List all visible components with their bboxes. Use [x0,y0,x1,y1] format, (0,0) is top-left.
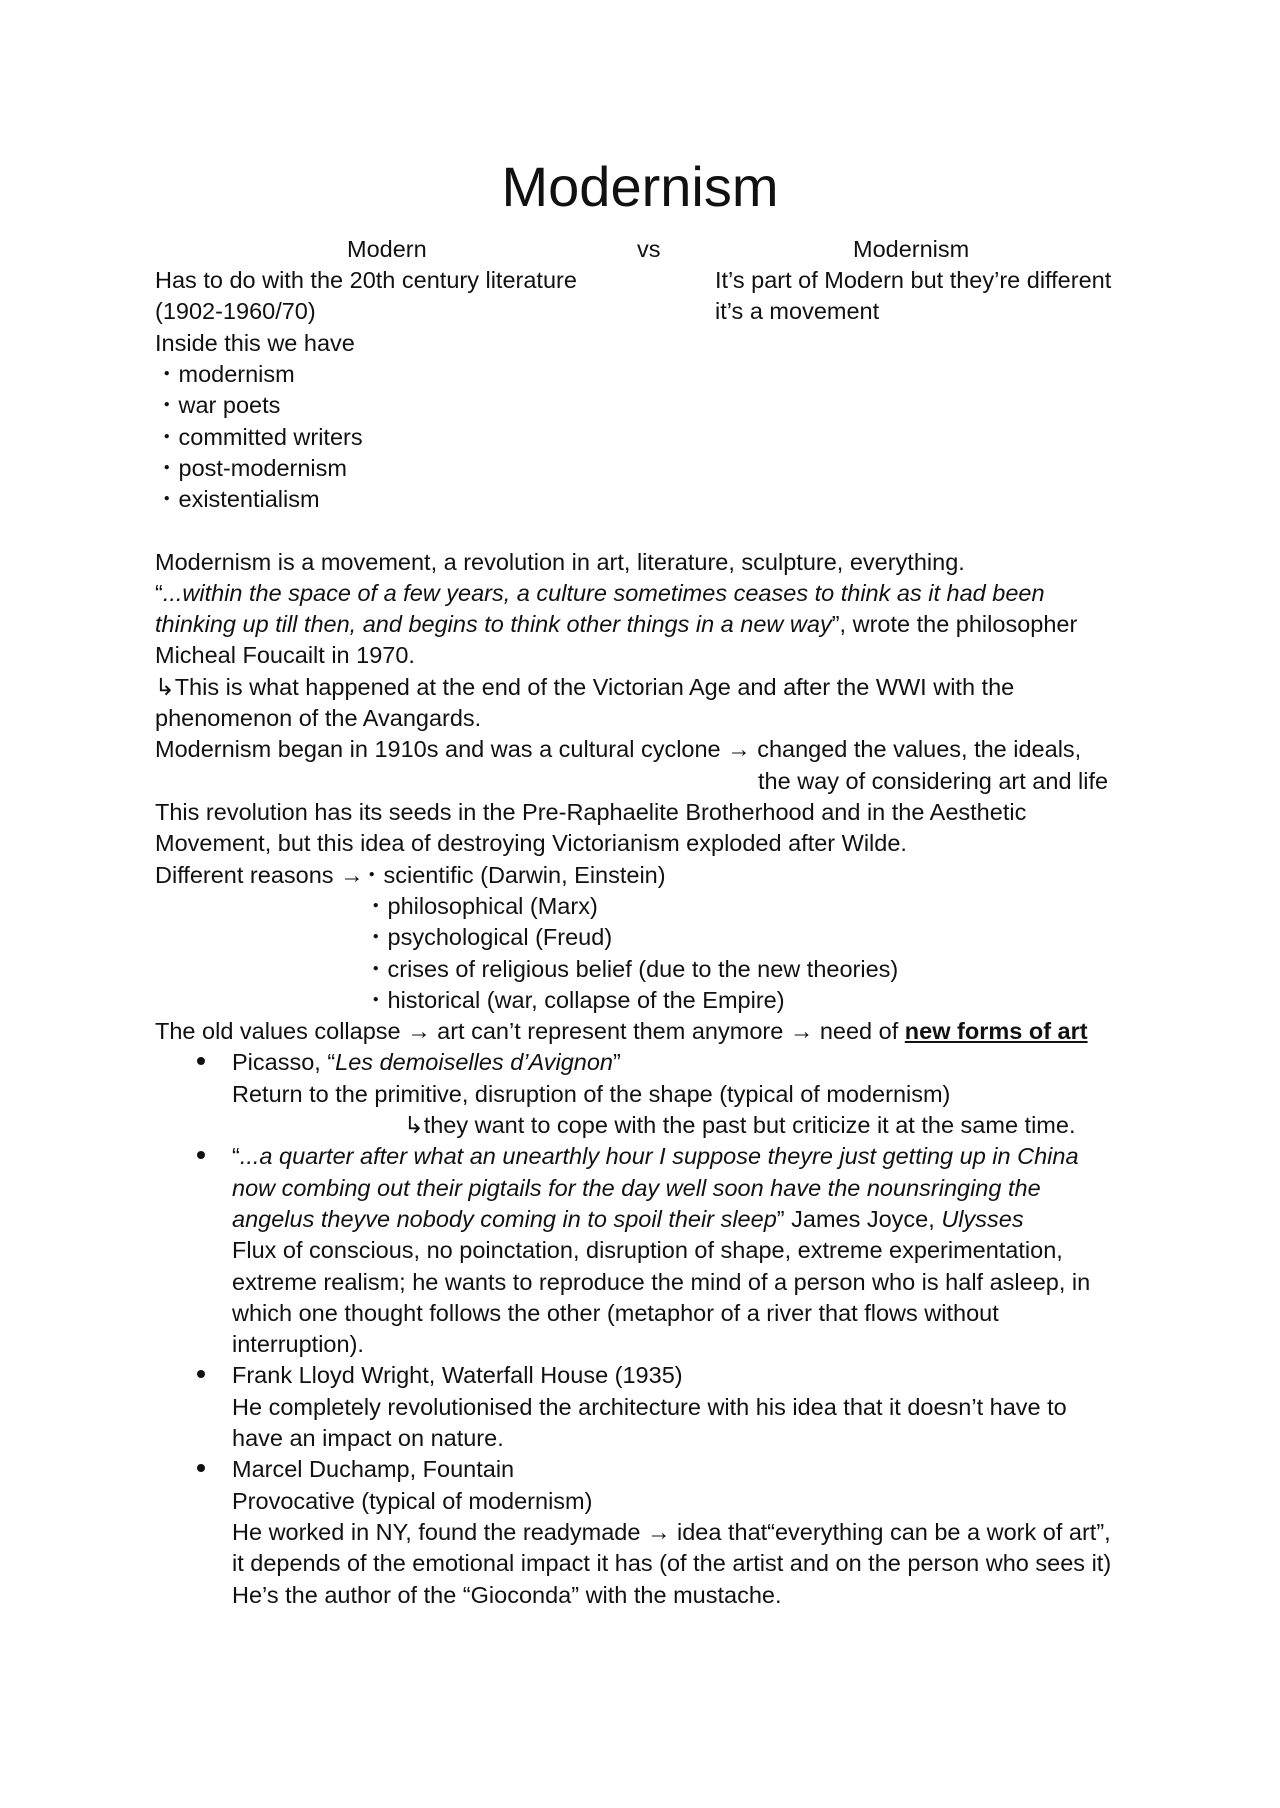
duchamp-description: Provocative (typical of modernism) [232,1488,593,1514]
picasso-prefix: Picasso, “ [232,1049,336,1075]
quote-text: ...within the space of a few years, a culture sometimes ceases to think as it had been [162,580,1045,606]
reason-item: ・philosophical (Marx) [364,893,598,919]
seeds-line: This revolution has its seeds in the Pre-Raphaelite Brotherhood and in the Aesthetic [155,799,1027,825]
joyce-quote-line [232,1173,1041,1204]
joyce-description: extreme realism; he wants to reproduce the mind of a person who is half asleep, in [232,1269,1091,1295]
modern-list-item: ・existentialism [155,486,320,512]
modernism-line: it’s a movement [715,298,880,324]
page-title: Modernism [501,155,779,218]
began-line: Modernism began in 1910s and was a cultural cyclone → changed the values, the ideals, [155,736,1082,762]
modern-list-item: ・modernism [155,361,295,387]
joyce-quote-text: now combing out their pigtails for the day well soon have the nounsringing the [232,1175,1041,1201]
picasso-note: ↳they want to cope with the past but criticize it at the same time. [404,1112,1076,1138]
wright-description: have an impact on nature. [232,1425,504,1451]
joyce-quote-text: ...a quarter after what an unearthly hour I suppose theyre just getting up in China [239,1143,1079,1169]
reason-item: ・historical (war, collapse of the Empire) [364,987,785,1013]
picasso-work: Les demoiselles d’Avignon [335,1049,613,1075]
heading-modernism: Modernism [853,236,970,262]
open-quote: “ [155,580,163,606]
joyce-description: interruption). [232,1331,364,1357]
collapse-text: The old values collapse → art can’t represent them anymore → need of [155,1018,905,1044]
duchamp-description: He’s the author of the “Gioconda” with the mustache. [232,1582,782,1608]
bullet-dot [197,1057,205,1065]
modern-line: Has to do with the 20th century literature [155,267,577,293]
quote-after: ”, wrote the philosopher [831,611,1078,637]
joyce-quote-text: angelus theyve nobody coming in to spoil their sleep [232,1206,777,1232]
modern-list-item: ・war poets [155,392,281,418]
joyce-description: which one thought follows the other (metaphor of a river that flows without [232,1300,999,1326]
reason-item: ・crises of religious belief (due to the new theories) [364,956,899,982]
joyce-quote-line [232,1141,1079,1172]
joyce-description: Flux of conscious, no poinctation, disruption of shape, extreme experimentation, [232,1237,1063,1263]
history-line: phenomenon of the Avangards. [155,705,482,731]
modern-line: Inside this we have [155,330,355,356]
picasso-title [232,1047,621,1078]
duchamp-title: Marcel Duchamp, Fountain [232,1456,515,1482]
foucault-quote-line [155,609,1077,640]
bullet-dot [197,1151,205,1159]
seeds-line: Movement, but this idea of destroying Victorianism exploded after Wilde. [155,830,907,856]
modern-list-item: ・post-modernism [155,455,347,481]
modernism-line: It’s part of Modern but they’re different [715,267,1112,293]
joyce-book: Ulysses [941,1206,1024,1232]
open-quote: “ [232,1143,240,1169]
quote-attribution: Micheal Foucailt in 1970. [155,642,415,668]
modern-list-item: ・committed writers [155,424,363,450]
intro-line: Modernism is a movement, a revolution in art, literature, sculpture, everything. [155,549,965,575]
heading-modern: Modern [347,236,427,262]
reasons-label: Different reasons → [155,862,364,888]
bullet-dot [197,1370,205,1378]
joyce-attrib: ” James Joyce, [776,1206,942,1232]
began-line-indented: the way of considering art and life [758,768,1109,794]
collapse-line [155,1016,1088,1047]
duchamp-description: He worked in NY, found the readymade → idea that“everything can be a work of art”, [232,1519,1111,1545]
new-forms-emphasis: new forms of art [904,1018,1088,1044]
picasso-description: Return to the primitive, disruption of the shape (typical of modernism) [232,1081,951,1107]
reason-item: ・psychological (Freud) [364,924,613,950]
heading-vs: vs [637,236,661,262]
wright-title: Frank Lloyd Wright, Waterfall House (1935) [232,1362,683,1388]
wright-description: He completely revolutionised the architecture with his idea that it doesn’t have to [232,1394,1067,1420]
foucault-quote-line [155,578,1045,609]
quote-text: thinking up till then, and begins to think other things in a new way [155,611,832,637]
history-line: ↳This is what happened at the end of the Victorian Age and after the WWI with the [155,674,1015,700]
modern-line: (1902-1960/70) [155,298,316,324]
picasso-suffix: ” [613,1049,621,1075]
duchamp-description: it depends of the emotional impact it has (of the artist and on the person who sees it) [232,1550,1112,1576]
bullet-dot [197,1464,205,1472]
joyce-quote-line [232,1204,1024,1235]
reason-item: ・scientific (Darwin, Einstein) [360,862,666,888]
